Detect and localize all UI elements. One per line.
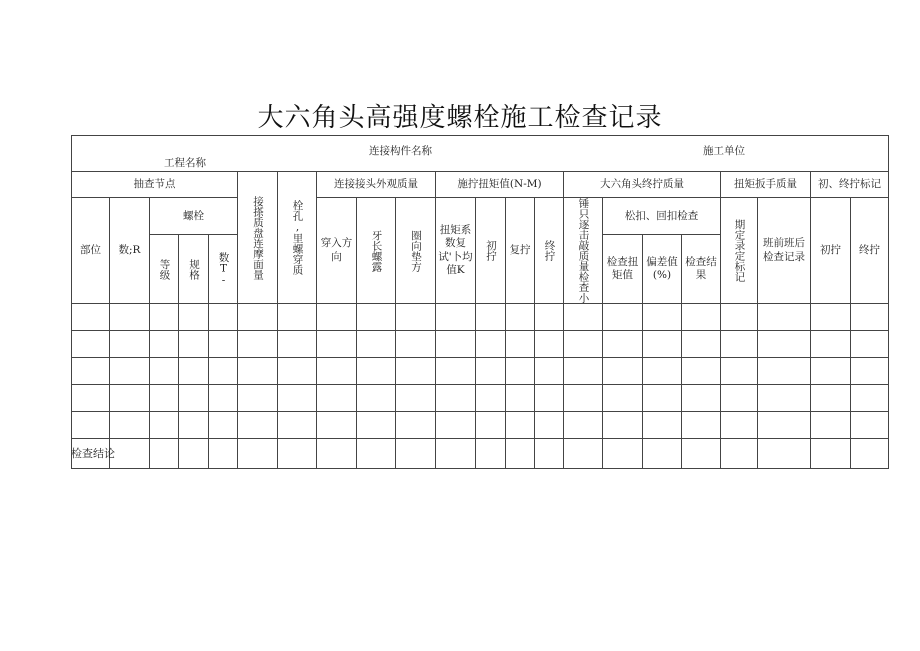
washer-direction-header: 圈向垫方 xyxy=(396,198,436,304)
table-row xyxy=(72,439,889,469)
quantity-header: 数;R xyxy=(110,198,150,304)
torque-value-header: 施拧扭矩值(N-M) xyxy=(436,172,564,198)
subheader-row-1 xyxy=(72,198,889,235)
table-row xyxy=(72,304,889,331)
spec-header: 规格 xyxy=(179,235,209,304)
conclusion-label: 检查结论 xyxy=(71,447,115,460)
grade-header: 等级 xyxy=(150,235,179,304)
bolt-hole-header: 栓孔,里螺穿质 xyxy=(278,172,317,304)
calibration-record-header: 期定录定标记 xyxy=(721,198,758,304)
friction-surface-header: 接搽质盘连摩面量 xyxy=(238,172,278,304)
table-row xyxy=(72,385,889,412)
page-title: 大六角头高强度螺栓施工检查记录 xyxy=(257,103,663,133)
check-torque-header: 检查扭矩值 xyxy=(603,235,643,304)
deviation-header: 偏差值(%) xyxy=(643,235,682,304)
construction-unit-label: 施工单位 xyxy=(703,145,745,157)
wrench-quality-header: 扭矩扳手质量 xyxy=(721,172,811,198)
loosen-check-header: 松扣、回扣检查 xyxy=(603,198,721,235)
insert-direction-header: 穿入方向 xyxy=(317,198,357,304)
check-result-header: 检查结果 xyxy=(682,235,721,304)
torque-coeff-header: 扭矩系数复试'卜均值K xyxy=(436,198,476,304)
table-row xyxy=(72,331,889,358)
initial-header: 初拧 xyxy=(476,198,506,304)
count-header: 数T- xyxy=(209,235,238,304)
inspection-table xyxy=(71,135,889,469)
table-row xyxy=(72,412,889,439)
bolt-header: 螺栓 xyxy=(150,198,238,235)
header-row xyxy=(72,136,889,172)
marks-header: 初、终拧标记 xyxy=(811,172,889,198)
project-name-label: 工程名称 xyxy=(164,157,206,169)
retighten-header: 复拧 xyxy=(506,198,535,304)
shift-record-header: 班前班后检查记录 xyxy=(758,198,811,304)
final-quality-header: 大六角头终拧质量 xyxy=(564,172,721,198)
component-name-label: 连接构件名称 xyxy=(369,145,432,157)
header-cell xyxy=(72,136,889,172)
appearance-header: 连接接头外观质量 xyxy=(317,172,436,198)
final-header: 终拧 xyxy=(535,198,564,304)
mark-final-header: 终拧 xyxy=(851,198,889,304)
table-row xyxy=(72,358,889,385)
group-header-row xyxy=(72,172,889,198)
inspection-node-header: 抽查节点 xyxy=(72,172,238,198)
mark-initial-header: 初拧 xyxy=(811,198,851,304)
thread-exposed-header: 牙长螺露 xyxy=(357,198,396,304)
position-header: 部位 xyxy=(72,198,110,304)
hammer-check-header: 锤只逐击敲质量检查小 xyxy=(564,198,603,304)
